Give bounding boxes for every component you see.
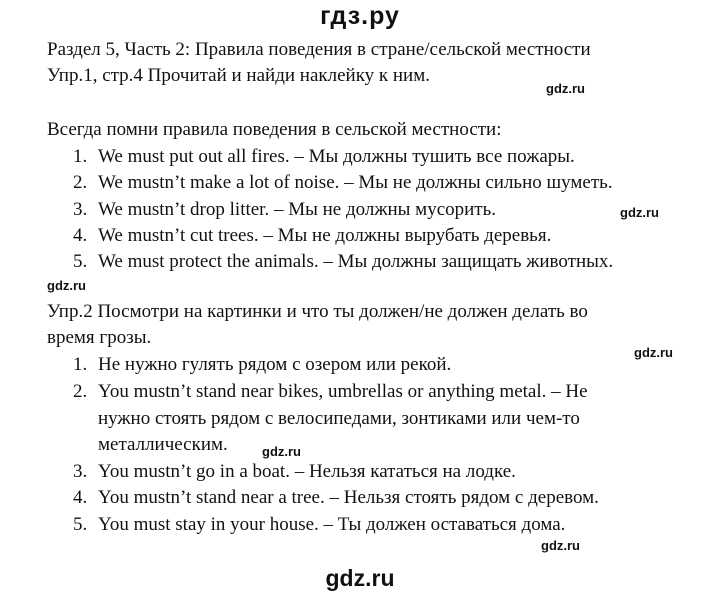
watermark: gdz.ru <box>541 538 580 553</box>
list-item-number: 3. <box>73 199 88 220</box>
list-item-number: 2. <box>73 381 88 402</box>
list-item-number: 1. <box>73 354 88 375</box>
list-item: We mustn’t drop litter. – Мы не должны мусорить. <box>98 199 497 220</box>
list-item-number: 2. <box>73 172 88 193</box>
section-heading: Раздел 5, Часть 2: Правила поведения в стране/сельской местности <box>47 39 591 60</box>
exercise1-intro: Всегда помни правила поведения в сельской местности: <box>47 119 502 140</box>
list-item-number: 5. <box>73 514 88 535</box>
watermark: gdz.ru <box>620 205 659 220</box>
watermark: gdz.ru <box>262 444 301 459</box>
list-item: We mustn’t make a lot of noise. – Мы не должны сильно шуметь. <box>98 172 613 193</box>
list-item-number: 5. <box>73 251 88 272</box>
list-item-continuation: металлическим. <box>98 434 228 455</box>
site-header-title: гдз.ру <box>320 2 400 30</box>
site-footer-title: gdz.ru <box>325 565 395 591</box>
list-item-number: 1. <box>73 146 88 167</box>
list-item-continuation: нужно стоять рядом с велосипедами, зонтиками или чем-то <box>98 408 580 429</box>
list-item: Не нужно гулять рядом с озером или рекой. <box>98 354 452 375</box>
list-item: We must put out all fires. – Мы должны тушить все пожары. <box>98 146 575 167</box>
list-item-number: 4. <box>73 225 88 246</box>
exercise1-title: Упр.1, стр.4 Прочитай и найди наклейку к ним. <box>47 65 430 86</box>
list-item: We must protect the animals. – Мы должны защищать животных. <box>98 251 614 272</box>
list-item-number: 4. <box>73 487 88 508</box>
list-item: You mustn’t stand near a tree. – Нельзя стоять рядом с деревом. <box>98 487 599 508</box>
list-item: We mustn’t cut trees. – Мы не должны вырубать деревья. <box>98 225 552 246</box>
exercise2-title: Упр.2 Посмотри на картинки и что ты должен/не должен делать во <box>47 301 588 322</box>
watermark: gdz.ru <box>47 278 86 293</box>
watermark: gdz.ru <box>634 345 673 360</box>
watermark: gdz.ru <box>546 81 585 96</box>
exercise2-title-continuation: время грозы. <box>47 327 152 348</box>
list-item: You must stay in your house. – Ты должен оставаться дома. <box>98 514 566 535</box>
list-item: You mustn’t go in a boat. – Нельзя кататься на лодке. <box>98 461 516 482</box>
list-item-number: 3. <box>73 461 88 482</box>
list-item: You mustn’t stand near bikes, umbrellas or anything metal. – Не <box>98 381 588 402</box>
